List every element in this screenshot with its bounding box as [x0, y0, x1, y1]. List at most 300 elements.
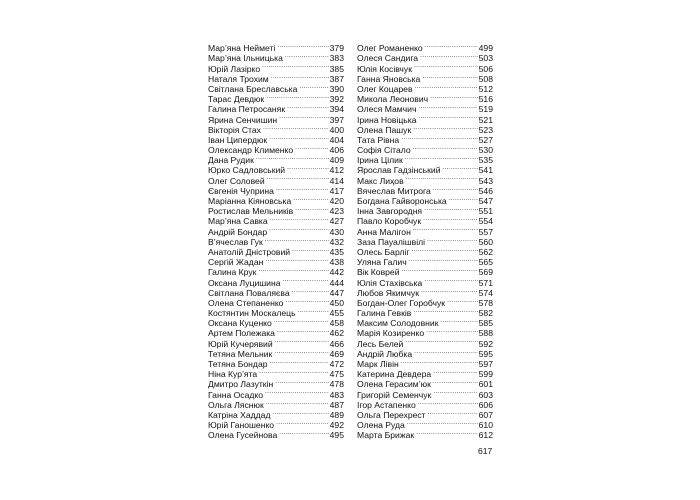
entry-page-number: 546 — [478, 185, 493, 196]
dot-leader — [265, 387, 329, 397]
entry-author-name: Олена Герасим’юк — [357, 379, 431, 390]
entry-page-number: 595 — [478, 348, 493, 359]
entry-author-name: Галина Гевків — [357, 308, 412, 319]
dot-leader — [426, 326, 478, 336]
entry-page-number: 562 — [478, 246, 493, 257]
dot-leader — [415, 82, 478, 92]
entry-author-name: Інна Завгородня — [357, 206, 423, 217]
index-entry — [208, 123, 344, 133]
dot-leader — [295, 204, 328, 214]
entry-page-number: 392 — [329, 94, 344, 105]
index-entry — [357, 357, 493, 367]
index-entry — [357, 72, 493, 82]
entry-author-name: Вячеслав Митрога — [357, 185, 431, 196]
entry-page-number: 506 — [478, 63, 493, 74]
entry-author-name: Юрій Ганошенко — [208, 420, 275, 431]
dot-leader — [414, 347, 478, 357]
dot-leader — [277, 41, 328, 51]
entry-author-name: Олег Коцарев — [357, 83, 413, 94]
entry-author-name: Дмитро Лазуткін — [208, 379, 274, 390]
entry-page-number: 551 — [478, 206, 493, 217]
index-entry — [357, 204, 493, 217]
dot-leader — [413, 143, 478, 153]
index-entry — [208, 408, 344, 418]
dot-leader — [276, 418, 329, 428]
entry-page-number: 557 — [478, 226, 493, 237]
entry-page-number: 487 — [329, 399, 344, 410]
entry-author-name: Олена Гусейнова — [208, 430, 278, 441]
index-entry — [208, 82, 344, 92]
entry-author-name: Олесь Барліг — [357, 246, 410, 257]
index-entry — [208, 92, 344, 105]
index-entry — [208, 418, 344, 431]
dot-leader — [285, 51, 329, 61]
entry-author-name: Марта Брижак — [357, 430, 415, 441]
entry-author-name: Андрій Бондар — [208, 226, 268, 237]
index-entry — [208, 255, 344, 268]
index-entry — [208, 72, 344, 82]
dot-leader — [274, 316, 329, 326]
index-entry — [208, 61, 344, 74]
dot-leader — [413, 306, 477, 316]
dot-leader — [427, 235, 478, 245]
dot-leader — [263, 123, 329, 133]
entry-page-number: 475 — [329, 369, 344, 380]
entry-page-number: 409 — [329, 155, 344, 166]
index-entry — [357, 112, 493, 125]
index-entry — [357, 82, 493, 92]
entry-author-name: Ніна Кур’ята — [208, 369, 258, 380]
dot-leader — [276, 184, 329, 194]
page-number: 617 — [478, 446, 493, 456]
index-entry — [208, 112, 344, 125]
dot-leader — [443, 163, 478, 173]
entry-author-name: Світлана Бреславська — [208, 83, 298, 94]
dot-leader — [420, 51, 478, 61]
dot-leader — [407, 418, 478, 428]
index-entry — [357, 214, 493, 227]
dot-leader — [283, 275, 329, 285]
dot-leader — [402, 265, 478, 275]
entry-page-number: 466 — [329, 338, 344, 349]
entry-author-name: Ганна Яновська — [357, 73, 421, 84]
entry-author-name: Любов Якимчук — [357, 287, 419, 298]
index-entry — [208, 347, 344, 357]
dot-leader — [262, 61, 329, 71]
dot-leader — [292, 245, 329, 255]
dot-leader — [433, 377, 478, 387]
entry-author-name: Олена Руда — [357, 420, 405, 431]
index-entry — [208, 214, 344, 227]
entry-page-number: 469 — [329, 348, 344, 359]
entry-author-name: Богдана Гайворонська — [357, 196, 447, 206]
index-entry — [208, 336, 344, 349]
index-entry — [208, 398, 344, 408]
dot-leader — [267, 173, 329, 183]
index-entry — [357, 133, 493, 143]
index-entry — [357, 367, 493, 380]
entry-page-number: 435 — [329, 246, 344, 257]
entry-author-name: Уляна Галич — [357, 257, 407, 268]
dot-leader — [269, 224, 329, 234]
entry-author-name: Наталя Трохим — [208, 73, 269, 84]
entry-author-name: Юрко Садловський — [208, 165, 286, 176]
entry-page-number: 462 — [329, 328, 344, 339]
index-entry — [208, 316, 344, 329]
entry-author-name: Оксана Куценко — [208, 318, 272, 329]
dot-leader — [285, 296, 328, 306]
dot-leader — [424, 275, 477, 285]
index-entry — [208, 326, 344, 339]
dot-leader — [409, 255, 478, 265]
entry-author-name: В’ячеслав Гук — [208, 236, 263, 247]
index-entry — [357, 418, 493, 431]
entry-page-number: 535 — [478, 155, 493, 166]
index-entry — [357, 316, 493, 329]
entry-author-name: Григорій Семенчук — [357, 389, 432, 400]
index-entry — [208, 377, 344, 390]
dot-leader — [275, 336, 329, 346]
dot-leader — [299, 82, 328, 92]
index-entry — [208, 143, 344, 156]
dot-leader — [265, 235, 329, 245]
index-entry — [357, 245, 493, 255]
index-entry — [357, 286, 493, 296]
index-entry — [208, 173, 344, 186]
index-entry — [208, 184, 344, 194]
dot-leader — [418, 102, 477, 112]
entry-page-number: 543 — [478, 175, 493, 186]
entry-page-number: 571 — [478, 277, 493, 288]
entry-author-name: Ігор Астапенко — [357, 399, 416, 410]
dot-leader — [421, 286, 478, 296]
index-entry — [208, 41, 344, 54]
entry-author-name: Артем Полежака — [208, 328, 275, 339]
index-entry — [357, 275, 493, 288]
entry-page-number: 383 — [329, 53, 344, 64]
index-entry — [208, 387, 344, 400]
entry-author-name: Микола Леонович — [357, 94, 429, 105]
index-entry — [208, 306, 344, 319]
entry-author-name: Оксана Луцишина — [208, 277, 281, 288]
entry-page-number: 458 — [329, 318, 344, 329]
entry-author-name: Богдан-Олег Горобчук — [357, 297, 446, 308]
entry-page-number: 523 — [478, 124, 493, 135]
entry-author-name: Катріна Хаддад — [208, 409, 271, 420]
dot-leader — [295, 143, 329, 153]
entry-author-name: Максим Солодовник — [357, 318, 439, 329]
dot-leader — [298, 306, 329, 316]
dot-leader — [405, 153, 478, 163]
index-entry — [357, 143, 493, 156]
entry-author-name: Олександр Клименко — [208, 145, 294, 156]
entry-page-number: 406 — [329, 145, 344, 156]
entry-author-name: Ганна Осадко — [208, 389, 264, 400]
entry-author-name: Заза Пауалішвілі — [357, 236, 426, 247]
dot-leader — [256, 153, 329, 163]
entry-page-number: 569 — [478, 267, 493, 278]
dot-leader — [405, 336, 477, 346]
dot-leader — [293, 194, 328, 204]
index-entry — [357, 408, 493, 418]
entry-page-number: 607 — [478, 409, 493, 420]
dot-leader — [277, 326, 329, 336]
entry-page-number: 554 — [478, 216, 493, 227]
entry-author-name: Дана Рудик — [208, 155, 254, 166]
index-entry — [208, 296, 344, 306]
entry-author-name: Ольга Ляснюк — [208, 399, 264, 410]
index-entry — [357, 61, 493, 74]
dot-leader — [424, 204, 478, 214]
index-entry — [357, 173, 493, 186]
dot-leader — [425, 41, 478, 51]
entry-author-name: Тарас Девдюк — [208, 94, 265, 105]
entry-page-number: 519 — [478, 104, 493, 115]
index-entry — [357, 347, 493, 357]
dot-leader — [406, 173, 478, 183]
entry-author-name: Юлія Стахівська — [357, 277, 423, 288]
index-entry — [357, 265, 493, 278]
index-entry — [357, 184, 493, 194]
entry-page-number: 427 — [329, 216, 344, 227]
entry-page-number: 588 — [478, 328, 493, 339]
entry-page-number: 412 — [329, 165, 344, 176]
entry-page-number: 432 — [329, 236, 344, 247]
index-entry — [208, 428, 344, 441]
entry-page-number: 444 — [329, 277, 344, 288]
index-entry — [357, 235, 493, 245]
entry-page-number: 455 — [329, 308, 344, 319]
dot-leader — [433, 367, 478, 377]
index-entry — [208, 51, 344, 64]
index-entry — [357, 336, 493, 349]
entry-page-number: 578 — [478, 297, 493, 308]
entry-page-number: 438 — [329, 257, 344, 268]
entry-author-name: Олена Пашук — [357, 124, 412, 135]
entry-page-number: 478 — [329, 379, 344, 390]
entry-author-name: Павло Коробчук — [357, 216, 422, 227]
entry-author-name: Катерина Девдера — [357, 369, 432, 380]
dot-leader — [433, 184, 478, 194]
entry-author-name: Тетяна Бондар — [208, 359, 268, 369]
entry-page-number: 492 — [329, 420, 344, 431]
dot-leader — [266, 398, 329, 408]
dot-leader — [401, 133, 477, 143]
entry-page-number: 603 — [478, 389, 493, 400]
index-entry — [208, 367, 344, 380]
entry-page-number: 560 — [478, 236, 493, 247]
dot-leader — [423, 214, 478, 224]
index-entry — [208, 245, 344, 255]
entry-author-name: Світлана Поваляєва — [208, 287, 290, 298]
dot-leader — [414, 61, 478, 71]
dot-leader — [279, 112, 329, 122]
dot-leader — [430, 92, 478, 102]
entry-page-number: 379 — [329, 43, 344, 54]
entry-author-name: Галина Петросаняк — [208, 104, 286, 115]
entry-page-number: 612 — [478, 430, 493, 441]
entry-author-name: Ярина Сенчишин — [208, 114, 278, 125]
entry-author-name: Софія Сітало — [357, 145, 411, 156]
index-entry — [357, 377, 493, 390]
entry-page-number: 404 — [329, 134, 344, 145]
index-entry — [208, 204, 344, 217]
dot-leader — [401, 357, 478, 367]
dot-leader — [274, 347, 328, 357]
entry-page-number: 574 — [478, 287, 493, 298]
entry-author-name: Анна Малігон — [357, 226, 411, 237]
entry-page-number: 414 — [329, 175, 344, 186]
dot-leader — [428, 408, 478, 418]
index-entry — [357, 163, 493, 176]
entry-page-number: 512 — [478, 83, 493, 94]
dot-leader — [269, 133, 328, 143]
dot-leader — [440, 316, 477, 326]
dot-leader — [422, 72, 477, 82]
entry-page-number: 547 — [478, 196, 493, 206]
dot-leader — [272, 408, 328, 418]
index-entry — [208, 286, 344, 296]
entry-author-name: Юлія Косівчук — [357, 63, 412, 74]
entry-author-name: Марк Лівін — [357, 359, 399, 369]
dot-leader — [287, 163, 329, 173]
entry-page-number: 499 — [478, 43, 493, 54]
entry-page-number: 447 — [329, 287, 344, 298]
entry-author-name: Юрій Лазірко — [208, 63, 261, 74]
entry-page-number: 472 — [329, 359, 344, 369]
entry-page-number: 521 — [478, 114, 493, 125]
dot-leader — [416, 428, 478, 438]
entry-author-name: Юрій Кучерявий — [208, 338, 273, 349]
entry-author-name: Мар’яна Савка — [208, 216, 268, 227]
entry-author-name: Ростислав Мельників — [208, 206, 294, 217]
entry-page-number: 387 — [329, 73, 344, 84]
entry-author-name: Олеся Сандига — [357, 53, 419, 64]
entry-author-name: Олег Романенко — [357, 43, 423, 54]
entry-author-name: Марія Козиренко — [357, 328, 425, 339]
index-entry — [357, 51, 493, 64]
dot-leader — [265, 255, 328, 265]
entry-page-number: 582 — [478, 308, 493, 319]
dot-leader — [270, 357, 329, 367]
index-entry — [208, 133, 344, 143]
entry-author-name: Маріанна Кіяновська — [208, 196, 292, 206]
entry-author-name: Костянтин Москалець — [208, 308, 296, 319]
entry-author-name: Вікторія Стах — [208, 124, 261, 135]
index-entry — [208, 153, 344, 166]
entry-author-name: Олег Соловей — [208, 175, 265, 186]
entry-author-name: Тетяна Мельник — [208, 348, 273, 359]
entry-page-number: 385 — [329, 63, 344, 74]
entry-author-name: Мар’яна Нейметі — [208, 43, 276, 54]
entry-page-number: 597 — [478, 359, 493, 369]
index-entry — [357, 92, 493, 105]
entry-page-number: 610 — [478, 420, 493, 431]
dot-leader — [433, 387, 477, 397]
index-entry — [208, 275, 344, 288]
entry-page-number: 599 — [478, 369, 493, 380]
index-entry — [357, 153, 493, 166]
index-entry — [208, 224, 344, 237]
dot-leader — [418, 398, 478, 408]
entry-author-name: Анатолій Дністровий — [208, 246, 291, 257]
index-entry — [357, 224, 493, 237]
entry-page-number: 442 — [329, 267, 344, 278]
entry-author-name: Вік Коврей — [357, 267, 400, 278]
entry-page-number: 423 — [329, 206, 344, 217]
entry-author-name: Ярослав Гадзінський — [357, 165, 441, 176]
index-entry — [208, 235, 344, 245]
entry-page-number: 565 — [478, 257, 493, 268]
entry-author-name: Олеся Мамчич — [357, 104, 417, 115]
dot-leader — [271, 72, 329, 82]
entry-page-number: 430 — [329, 226, 344, 237]
index-entry — [357, 255, 493, 268]
index-entry — [357, 306, 493, 319]
index-entry — [357, 387, 493, 400]
entry-page-number: 541 — [478, 165, 493, 176]
entry-author-name: Андрій Любка — [357, 348, 413, 359]
entry-author-name: Ольга Перехрест — [357, 409, 426, 420]
index-entry — [208, 163, 344, 176]
entry-author-name: Мар’яна Ільницька — [208, 53, 283, 64]
dot-leader — [447, 296, 478, 306]
dot-leader — [292, 286, 329, 296]
dot-leader — [270, 214, 329, 224]
index-entry — [357, 428, 493, 441]
index-entry — [357, 296, 493, 306]
entry-page-number: 495 — [329, 430, 344, 441]
entry-author-name: Олена Степаненко — [208, 297, 284, 308]
entry-page-number: 606 — [478, 399, 493, 410]
entry-page-number: 400 — [329, 124, 344, 135]
entry-page-number: 592 — [478, 338, 493, 349]
entry-page-number: 417 — [329, 185, 344, 196]
dot-leader — [279, 428, 328, 438]
index-entry — [357, 398, 493, 408]
entry-author-name: Іван Ципердюк — [208, 134, 268, 145]
entry-page-number: 601 — [478, 379, 493, 390]
entry-author-name: Галина Крук — [208, 267, 257, 278]
index-entry — [357, 123, 493, 133]
dot-leader — [287, 102, 329, 112]
index-entry — [357, 41, 493, 54]
entry-page-number: 420 — [329, 196, 344, 206]
dot-leader — [258, 265, 328, 275]
index-entry — [357, 194, 493, 204]
index-entry — [208, 194, 344, 204]
entry-author-name: Євгенія Чуприна — [208, 185, 274, 196]
index-entry — [208, 265, 344, 278]
entry-page-number: 450 — [329, 297, 344, 308]
entry-page-number: 503 — [478, 53, 493, 64]
entry-author-name: Ірина Цілик — [357, 155, 403, 166]
entry-page-number: 397 — [329, 114, 344, 125]
entry-page-number: 390 — [329, 83, 344, 94]
dot-leader — [266, 92, 328, 102]
index-column-left — [208, 41, 344, 441]
dot-leader — [413, 123, 477, 133]
entry-page-number: 489 — [329, 409, 344, 420]
entry-page-number: 585 — [478, 318, 493, 329]
index-entry — [208, 102, 344, 115]
entry-page-number: 530 — [478, 145, 493, 156]
index-entry — [208, 357, 344, 367]
dot-leader — [259, 367, 328, 377]
entry-page-number: 483 — [329, 389, 344, 400]
entry-author-name: Тата Рівна — [357, 134, 400, 145]
entry-author-name: Сергій Жадан — [208, 257, 264, 268]
